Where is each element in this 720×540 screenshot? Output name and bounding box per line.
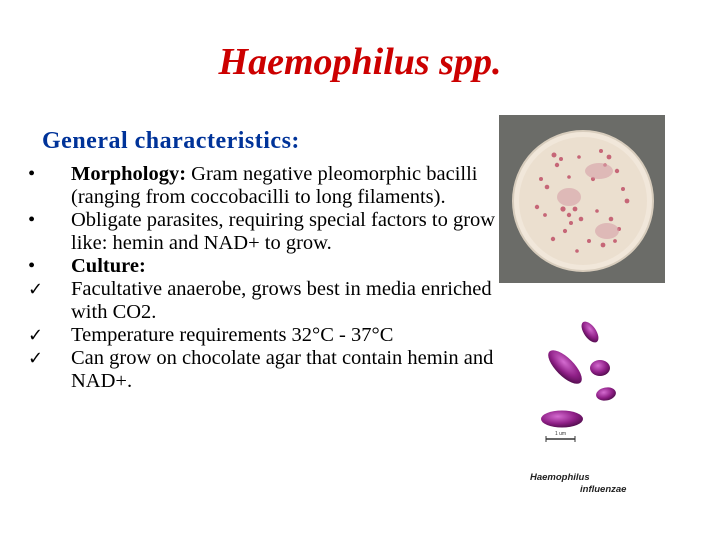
- bullet-text: Can grow on chocolate agar that contain hemin and NAD+.: [71, 347, 494, 392]
- check-temperature: [28, 324, 498, 347]
- bullet-obligate-parasites: [28, 209, 498, 255]
- bullet-culture: [28, 255, 498, 278]
- bullet-marker: •: [28, 209, 36, 231]
- checkmark-icon: ✓: [28, 279, 44, 300]
- agar-plate-illustration: [499, 115, 665, 283]
- slide-title: Haemophilus spp.: [218, 41, 502, 83]
- characteristics-list: [28, 163, 498, 393]
- bullet-label: Morphology:: [71, 163, 187, 185]
- agar-plate-image: [499, 115, 665, 283]
- bullet-text: Gram negative pleomorphic bacilli (ranging from coccobacilli to long filaments).: [71, 163, 478, 208]
- check-chocolate-agar: [28, 347, 498, 393]
- caption-genus: Haemophilus: [530, 472, 590, 483]
- bullet-morphology: [28, 163, 498, 209]
- bullet-marker: •: [28, 163, 36, 185]
- bacteria-illustration: [525, 315, 645, 445]
- micrograph-caption: [530, 472, 626, 496]
- bullet-text: Obligate parasites, requiring special factors to grow like: hemin and NAD+ to grow.: [71, 209, 496, 254]
- checkmark-icon: ✓: [28, 325, 44, 346]
- bullet-text: Facultative anaerobe, grows best in media enriched with CO2.: [71, 278, 492, 323]
- check-facultative-anaerobe: [28, 278, 498, 324]
- checkmark-icon: ✓: [28, 348, 44, 369]
- scale-bar-label: 1 um: [554, 431, 567, 437]
- bullet-text: Temperature requirements 32°C - 37°C: [71, 324, 394, 346]
- bullet-marker: •: [28, 255, 36, 277]
- bullet-label: Culture:: [71, 255, 146, 277]
- caption-species: influenzae: [580, 484, 627, 495]
- micrograph-image: [525, 315, 645, 445]
- section-heading: General characteristics:: [42, 128, 300, 154]
